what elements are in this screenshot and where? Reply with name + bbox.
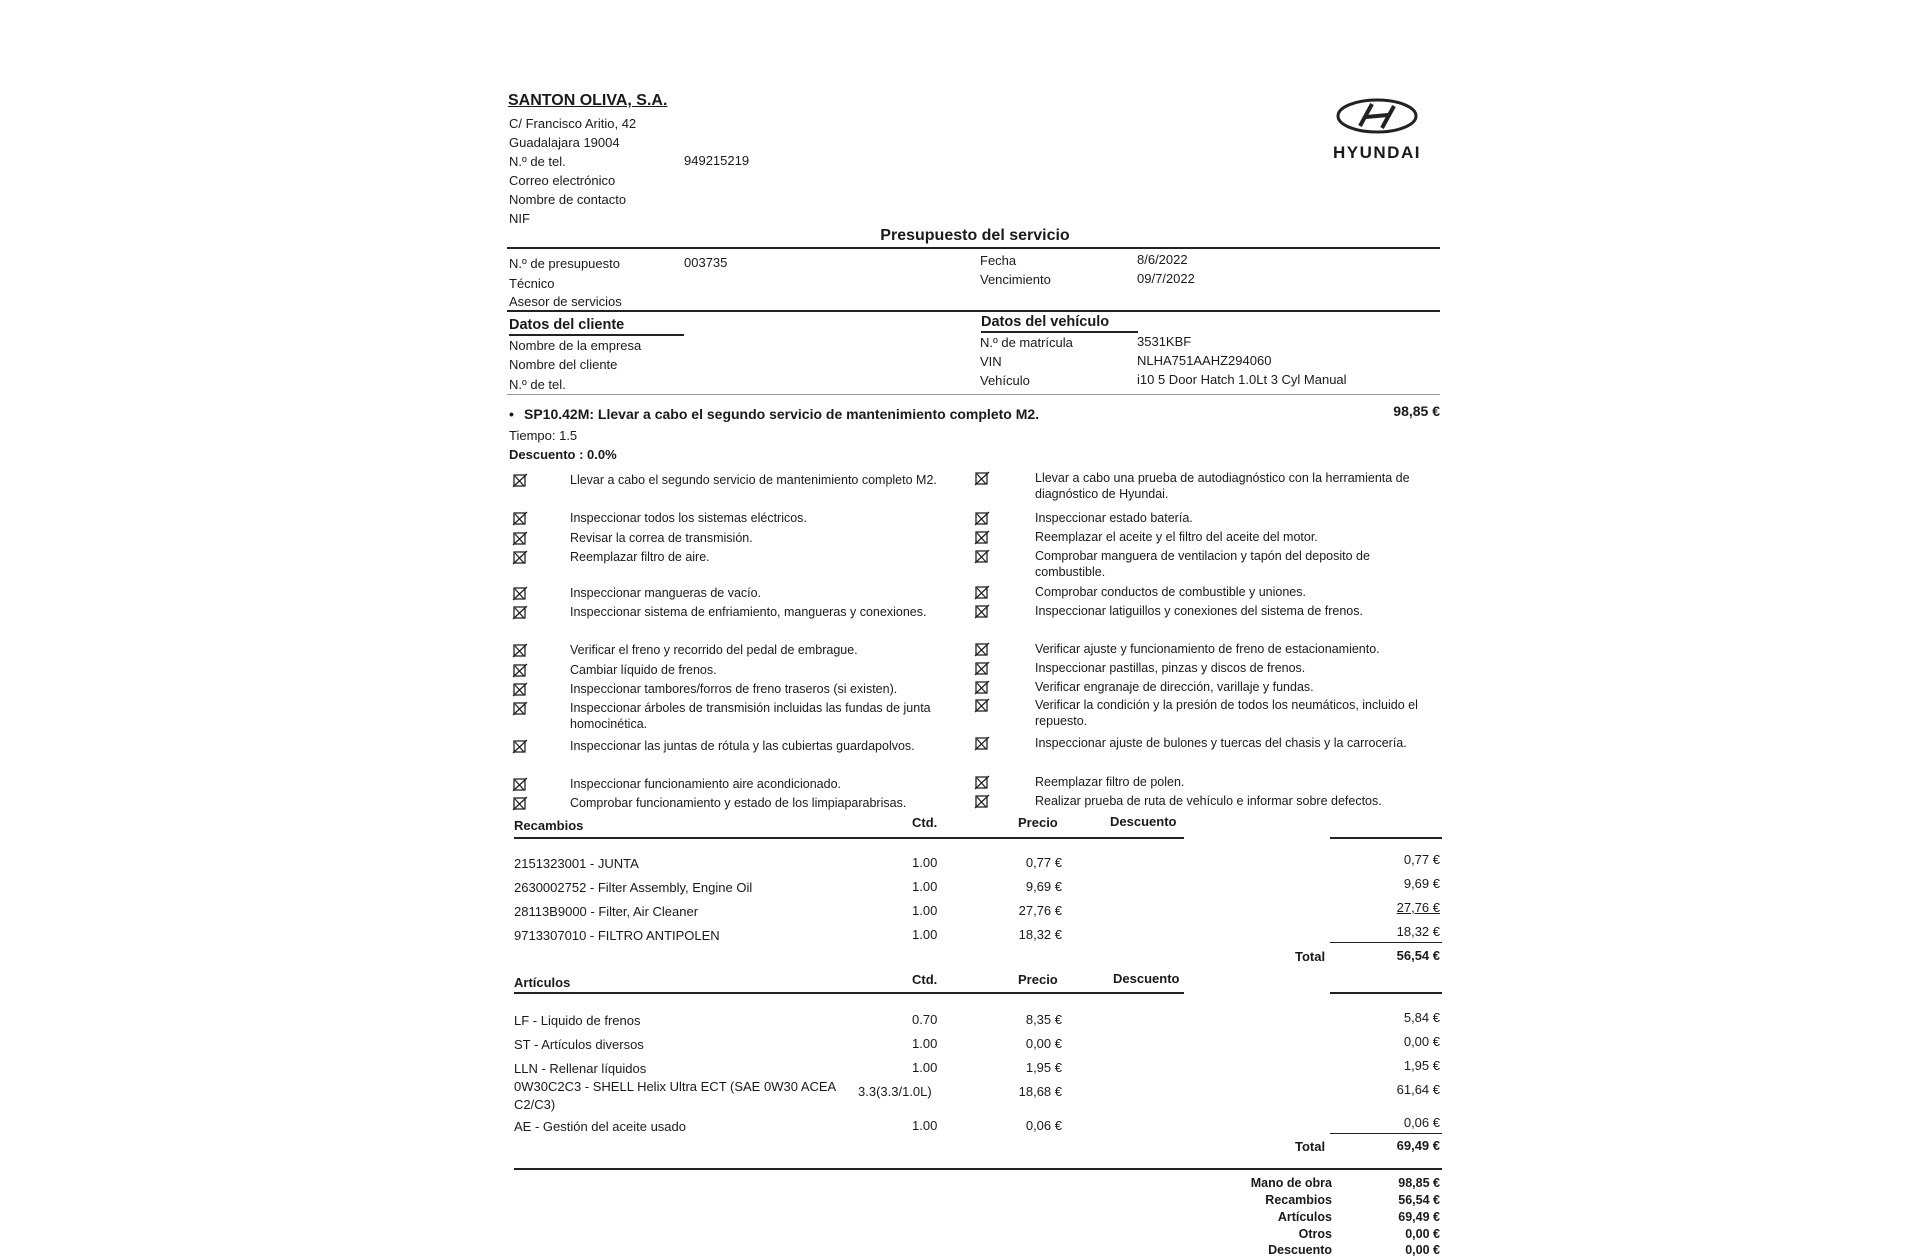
- left-checkbox-icon: [512, 550, 526, 564]
- right-task-label: Verificar engranaje de dirección, varillaje y fundas.: [1035, 680, 1314, 694]
- left-checkbox-icon: [512, 531, 526, 545]
- company-phone-value: 949215219: [684, 153, 750, 168]
- articulos-row-price: 18,68 €: [1018, 1084, 1062, 1099]
- right-task-label: Comprobar manguera de ventilacion y tapón del deposito de combustible.: [1035, 549, 1370, 579]
- left-task-label: Inspeccionar árboles de transmisión incluidas las fundas de junta homocinética.: [570, 701, 931, 731]
- header-divider: [507, 310, 1440, 312]
- summary-divider: [514, 1168, 1442, 1170]
- vehicle-divider: [507, 394, 1440, 395]
- articulos-row-desc: LLN - Rellenar líquidos: [514, 1061, 647, 1076]
- vehicle-vehiculo-value: i10 5 Door Hatch 1.0Lt 3 Cyl Manual: [1137, 372, 1347, 387]
- vehicle-matricula-label: N.º de matrícula: [980, 335, 1073, 350]
- company-phone-label: N.º de tel.: [509, 154, 566, 169]
- company-city: Guadalajara 19004: [509, 135, 620, 150]
- fecha-value: 8/6/2022: [1137, 252, 1188, 267]
- client-heading-underline: [509, 334, 684, 336]
- company-name: SANTON OLIVA, S.A.: [508, 92, 668, 109]
- summary-value: 98,85 €: [1398, 1176, 1440, 1190]
- service-bullet: •: [509, 406, 514, 422]
- articulos-total-value: 69,49 €: [1396, 1138, 1440, 1153]
- company-nif-label: NIF: [509, 211, 530, 226]
- left-task-label: Revisar la correa de transmisión.: [570, 531, 753, 545]
- recambios-total-label: Total: [1295, 949, 1326, 964]
- left-task-label: Inspeccionar tambores/forros de freno traseros (si existen).: [570, 682, 898, 696]
- left-checkbox-icon: [512, 663, 526, 677]
- left-task-label: Comprobar funcionamiento y estado de los limpiaparabrisas.: [570, 796, 907, 810]
- right-task-label: Inspeccionar latiguillos y conexiones del sistema de frenos.: [1035, 604, 1363, 618]
- recambios-row-total: 27,76 €: [1396, 900, 1440, 915]
- recambios-row-desc: 2151323001 - JUNTA: [514, 856, 639, 871]
- recambios-row-price: 0,77 €: [1025, 855, 1062, 870]
- articulos-row-price: 0,06 €: [1025, 1118, 1062, 1133]
- articulos-row-qty: 1.00: [912, 1060, 938, 1075]
- recambios-row-qty: 1.00: [912, 879, 938, 894]
- left-task-label: Llevar a cabo el segundo servicio de mantenimiento completo M2.: [570, 473, 937, 487]
- left-checkbox-icon: [512, 643, 526, 657]
- summary-value: 56,54 €: [1398, 1193, 1440, 1207]
- client-heading: Datos del cliente: [509, 317, 625, 333]
- articulos-row-desc: ST - Artículos diversos: [514, 1037, 644, 1052]
- right-task-label: Llevar a cabo una prueba de autodiagnóstico con la herramienta de diagnóstico de Hyundai.: [1035, 471, 1410, 501]
- left-task-label: Inspeccionar mangueras de vacío.: [570, 586, 762, 600]
- title-divider: [507, 247, 1440, 249]
- summary-label: Mano de obra: [1250, 1176, 1332, 1190]
- right-checkbox-icon: [974, 661, 988, 675]
- right-task-label: Inspeccionar pastillas, pinzas y discos de frenos.: [1035, 661, 1306, 675]
- vencimiento-label: Vencimiento: [980, 272, 1051, 287]
- client-cliente-label: Nombre del cliente: [509, 357, 618, 372]
- articulos-col-qty: Ctd.: [912, 972, 938, 987]
- service-price: 98,85 €: [1393, 403, 1440, 419]
- vehicle-heading: Datos del vehículo: [981, 314, 1110, 330]
- right-task-label: Reemplazar el aceite y el filtro del aceite del motor.: [1035, 530, 1318, 544]
- left-task-label: Inspeccionar funcionamiento aire acondicionado.: [570, 777, 842, 791]
- left-checkbox-icon: [512, 473, 526, 487]
- right-checkbox-icon: [974, 794, 988, 808]
- left-task-label: Verificar el freno y recorrido del pedal de embrague.: [570, 643, 858, 657]
- articulos-row-qty: 3.3(3.3/1.0L): [858, 1084, 932, 1099]
- summary-value: 0,00 €: [1405, 1227, 1440, 1241]
- quote-no-value: 003735: [684, 255, 728, 270]
- client-empresa-label: Nombre de la empresa: [509, 338, 642, 353]
- recambios-row-price: 18,32 €: [1018, 927, 1062, 942]
- recambios-col-disc: Descuento: [1110, 814, 1177, 829]
- right-checkbox-icon: [974, 530, 988, 544]
- right-checkbox-icon: [974, 680, 988, 694]
- articulos-row-qty: 1.00: [912, 1118, 938, 1133]
- right-checkbox-icon: [974, 604, 988, 618]
- client-tel-label: N.º de tel.: [509, 377, 566, 392]
- left-checkbox-icon: [512, 511, 526, 525]
- right-task-label: Inspeccionar ajuste de bulones y tuercas del chasis y la carrocería.: [1035, 736, 1407, 750]
- hyundai-logo-text: HYUNDAI: [1333, 143, 1421, 162]
- left-checkbox-icon: [512, 586, 526, 600]
- service-descuento: Descuento : 0.0%: [509, 447, 617, 462]
- articulos-col-price: Precio: [1018, 972, 1058, 987]
- articulos-heading: Artículos: [514, 975, 571, 990]
- summary-value: 69,49 €: [1398, 1210, 1440, 1224]
- recambios-row-total: 9,69 €: [1403, 876, 1440, 891]
- articulos-row-total: 0,00 €: [1403, 1034, 1440, 1049]
- articulos-row-total: 5,84 €: [1403, 1010, 1440, 1025]
- recambios-row-qty: 1.00: [912, 903, 938, 918]
- left-checkbox-icon: [512, 739, 526, 753]
- recambios-col-price: Precio: [1018, 815, 1058, 830]
- articulos-row-total: 0,06 €: [1403, 1115, 1440, 1130]
- recambios-row-qty: 1.00: [912, 927, 938, 942]
- summary-label: Artículos: [1277, 1210, 1332, 1224]
- document-title: Presupuesto del servicio: [880, 227, 1070, 244]
- left-checkbox-icon: [512, 682, 526, 696]
- right-task-label: Verificar ajuste y funcionamiento de freno de estacionamiento.: [1035, 642, 1380, 656]
- tecnico-label: Técnico: [509, 276, 555, 291]
- service-title: SP10.42M: Llevar a cabo el segundo servicio de mantenimiento completo M2.: [524, 406, 1040, 422]
- articulos-total-header-line: [1330, 992, 1442, 994]
- left-task-label: Cambiar líquido de frenos.: [570, 663, 717, 677]
- left-checkbox-icon: [512, 701, 526, 715]
- summary-label: Descuento: [1268, 1243, 1332, 1257]
- left-task-label: Reemplazar filtro de aire.: [570, 550, 710, 564]
- recambios-heading: Recambios: [514, 818, 584, 833]
- left-checkbox-icon: [512, 796, 526, 810]
- recambios-row-desc: 28113B9000 - Filter, Air Cleaner: [514, 904, 699, 919]
- vehicle-vin-value: NLHA751AAHZ294060: [1137, 353, 1272, 368]
- vehicle-vehiculo-label: Vehículo: [980, 373, 1030, 388]
- right-checkbox-icon: [974, 471, 988, 485]
- recambios-row-desc: 9713307010 - FILTRO ANTIPOLEN: [514, 928, 720, 943]
- right-task-label: Comprobar conductos de combustible y uniones.: [1035, 585, 1306, 599]
- recambios-header-line: [514, 837, 1184, 839]
- right-checkbox-icon: [974, 549, 988, 563]
- recambios-row-price: 27,76 €: [1018, 903, 1062, 918]
- right-checkbox-icon: [974, 585, 988, 599]
- right-checkbox-icon: [974, 736, 988, 750]
- left-task-label: Inspeccionar sistema de enfriamiento, mangueras y conexiones.: [570, 605, 927, 619]
- right-checkbox-icon: [974, 511, 988, 525]
- articulos-row-price: 1,95 €: [1025, 1060, 1062, 1075]
- right-checkbox-icon: [974, 775, 988, 789]
- articulos-row-desc: 0W30C2C3 - SHELL Helix Ultra ECT (SAE 0W30 ACEA C2/C3): [514, 1079, 836, 1112]
- vencimiento-value: 09/7/2022: [1137, 271, 1195, 286]
- vehicle-heading-underline: [981, 331, 1138, 333]
- recambios-total-value: 56,54 €: [1396, 948, 1440, 963]
- articulos-row-desc: AE - Gestión del aceite usado: [514, 1119, 686, 1134]
- company-contact-label: Nombre de contacto: [509, 192, 627, 207]
- recambios-total-header-line: [1330, 837, 1442, 839]
- service-tiempo: Tiempo: 1.5: [509, 428, 578, 443]
- left-task-label: Inspeccionar todos los sistemas eléctricos.: [570, 511, 807, 525]
- summary-label: Recambios: [1265, 1193, 1332, 1207]
- right-task-label: Inspeccionar estado batería.: [1035, 511, 1193, 525]
- fecha-label: Fecha: [980, 253, 1017, 268]
- recambios-row-desc: 2630002752 - Filter Assembly, Engine Oil: [514, 880, 753, 895]
- left-checkbox-icon: [512, 777, 526, 791]
- articulos-total-label: Total: [1295, 1139, 1326, 1154]
- vehicle-vin-label: VIN: [980, 354, 1002, 369]
- asesor-label: Asesor de servicios: [509, 294, 622, 309]
- hyundai-logo: [1322, 96, 1432, 166]
- hyundai-emblem-icon: [1322, 96, 1432, 136]
- recambios-col-qty: Ctd.: [912, 815, 938, 830]
- summary-value: 0,00 €: [1405, 1243, 1440, 1257]
- articulos-row-qty: 1.00: [912, 1036, 938, 1051]
- recambios-row-price: 9,69 €: [1025, 879, 1062, 894]
- articulos-row-total: 1,95 €: [1403, 1058, 1440, 1073]
- articulos-header-line: [514, 992, 1184, 994]
- vehicle-matricula-value: 3531KBF: [1137, 334, 1192, 349]
- articulos-row-qty: 0.70: [912, 1012, 938, 1027]
- right-task-label: Reemplazar filtro de polen.: [1035, 775, 1185, 789]
- company-email-label: Correo electrónico: [509, 173, 616, 188]
- articulos-row-price: 0,00 €: [1025, 1036, 1062, 1051]
- right-task-label: Verificar la condición y la presión de todos los neumáticos, incluido el repuesto.: [1035, 698, 1418, 728]
- articulos-row-price: 8,35 €: [1025, 1012, 1062, 1027]
- right-checkbox-icon: [974, 698, 988, 712]
- quote-no-label: N.º de presupuesto: [509, 256, 620, 271]
- right-checkbox-icon: [974, 642, 988, 656]
- recambios-row-qty: 1.00: [912, 855, 938, 870]
- recambios-total-line: [1330, 942, 1442, 943]
- left-checkbox-icon: [512, 605, 526, 619]
- right-task-label: Realizar prueba de ruta de vehículo e informar sobre defectos.: [1035, 794, 1382, 808]
- left-task-label: Inspeccionar las juntas de rótula y las cubiertas guardapolvos.: [570, 739, 915, 753]
- summary-label: Otros: [1298, 1227, 1332, 1241]
- articulos-row-total: 61,64 €: [1396, 1082, 1440, 1097]
- articulos-total-line: [1330, 1133, 1442, 1134]
- recambios-row-total: 0,77 €: [1403, 852, 1440, 867]
- company-address: C/ Francisco Aritio, 42: [509, 116, 637, 131]
- articulos-row-desc: LF - Liquido de frenos: [514, 1013, 641, 1028]
- recambios-row-total: 18,32 €: [1396, 924, 1440, 939]
- articulos-col-disc: Descuento: [1113, 971, 1180, 986]
